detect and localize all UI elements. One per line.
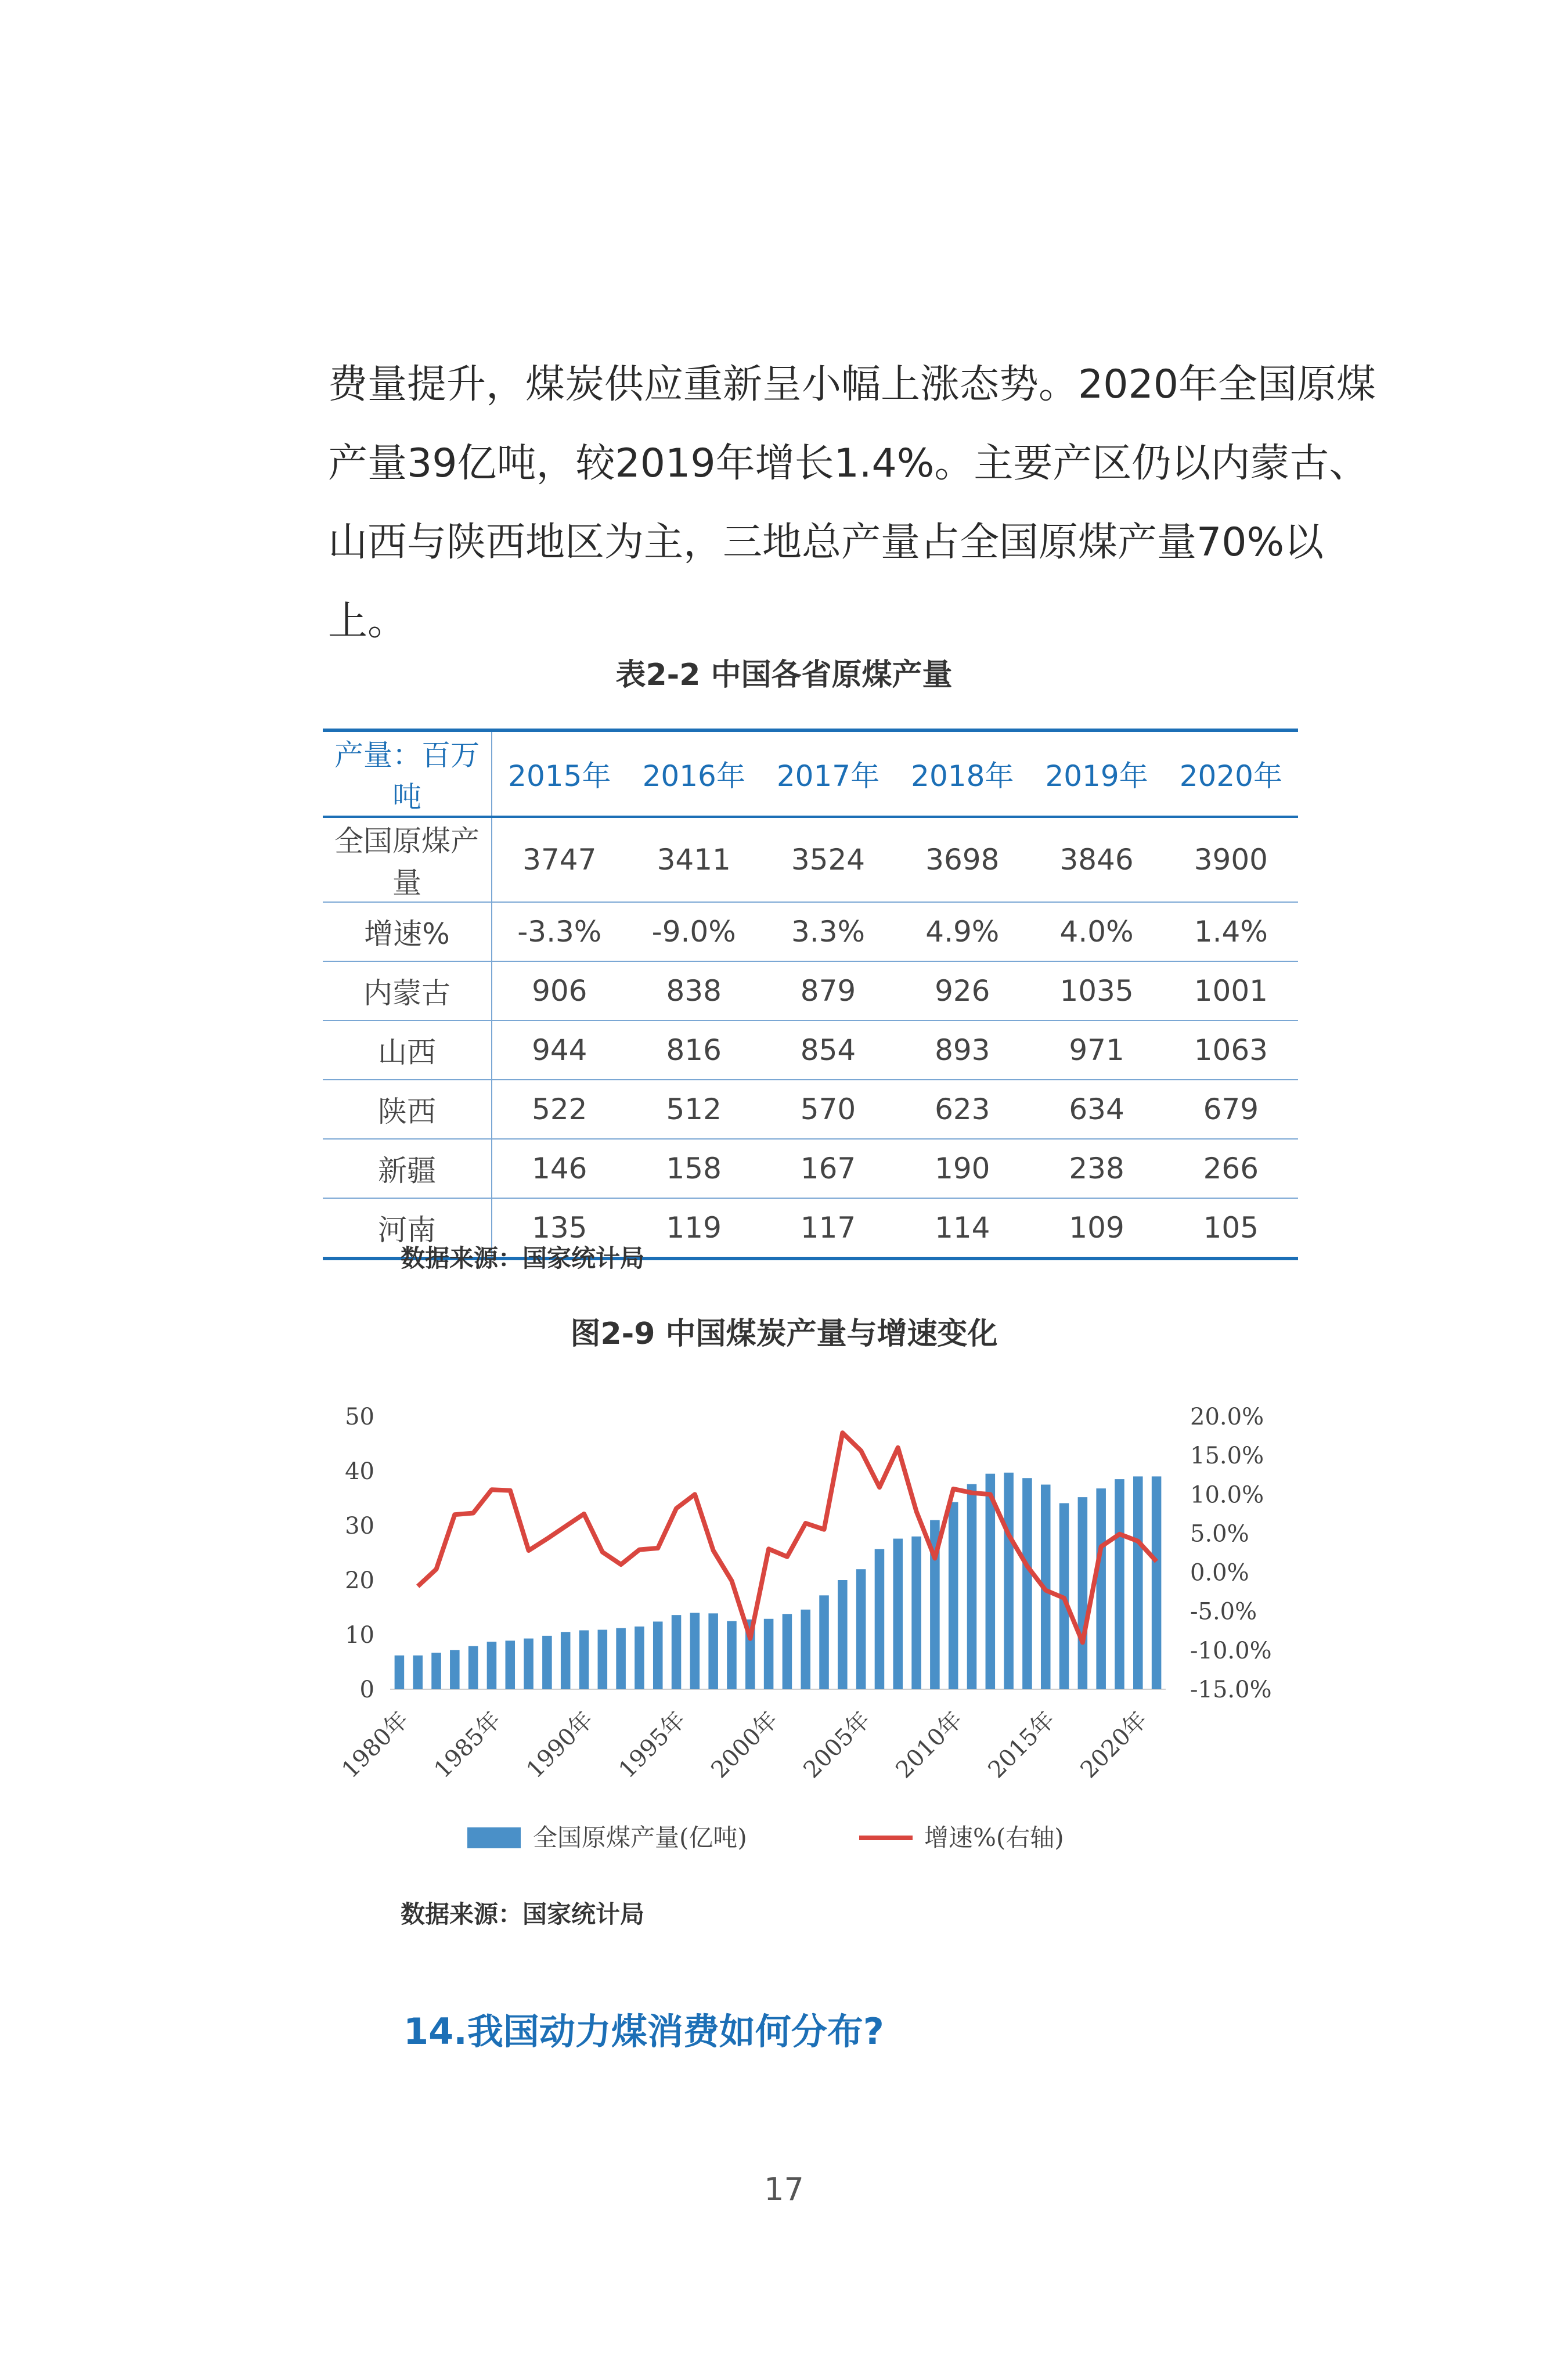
table-cell: 190 [895,1139,1029,1198]
production-bar [893,1539,903,1689]
table-cell: 816 [627,1021,761,1080]
right-axis-tick-label: 20.0% [1190,1404,1264,1430]
table-cell: 522 [492,1080,627,1139]
production-bar [708,1613,718,1689]
figure-source-note: 数据来源：国家统计局 [401,1900,645,1928]
x-axis-tick-label: 1980年 [337,1706,414,1784]
production-bar [838,1580,848,1689]
production-bar [468,1646,478,1689]
table-cell: 971 [1029,1021,1163,1080]
left-axis-tick-label: 50 [345,1404,374,1430]
left-axis-tick-label: 10 [345,1622,374,1649]
production-bar [1004,1473,1014,1689]
right-axis-tick-label: -15.0% [1190,1676,1272,1703]
production-bar [487,1642,497,1689]
table-cell: 238 [1029,1139,1163,1198]
right-axis-tick-label: -10.0% [1190,1637,1272,1664]
row-label: 陕西 [323,1080,492,1139]
table-cell: 4.0% [1029,902,1163,961]
paragraph-line: 费量提升，煤炭供应重新呈小幅上涨态势。2020年全国原煤 [328,362,1376,408]
paragraph-line: 山西与陕西地区为主，三地总产量占全国原煤产量70%以 [328,520,1324,565]
table-cell: 167 [761,1139,895,1198]
table-caption: 表2-2 中国各省原煤产量 [615,658,953,693]
column-header: 2019年 [1029,730,1163,817]
production-bar [672,1615,682,1689]
table-cell: 944 [492,1021,627,1080]
table-cell: 3.3% [761,902,895,961]
table-cell: 3846 [1029,817,1163,902]
column-header: 2018年 [895,730,1029,817]
column-header: 2016年 [627,730,761,817]
table-cell: 1035 [1029,961,1163,1021]
table-cell: 266 [1164,1139,1298,1198]
table-cell: 634 [1029,1080,1163,1139]
table-cell: 893 [895,1021,1029,1080]
row-label: 增速% [323,902,492,961]
table-cell: 3747 [492,817,627,902]
x-axis-tick-label: 2015年 [983,1706,1061,1784]
table-cell: 906 [492,961,627,1021]
table-cell: 679 [1164,1080,1298,1139]
production-bar [635,1627,644,1689]
table-cell: 3900 [1164,817,1298,902]
production-bar [875,1549,885,1689]
table-cell: 3524 [761,817,895,902]
table-cell: 3411 [627,817,761,902]
table-cell: 570 [761,1080,895,1139]
right-axis-tick-label: -5.0% [1190,1598,1257,1625]
row-label: 内蒙古 [323,961,492,1021]
page-number: 17 [764,2171,804,2208]
paragraph-line: 产量39亿吨，较2019年增长1.4%。主要产区仍以内蒙古、 [328,441,1369,486]
table-cell: -3.3% [492,902,627,961]
production-bar [856,1569,866,1689]
table-cell: 512 [627,1080,761,1139]
table-cell: 105 [1164,1198,1298,1259]
table-source-note: 数据来源：国家统计局 [401,1244,645,1272]
production-bar [1078,1497,1088,1689]
production-bar [1115,1479,1124,1689]
table-cell: 838 [627,961,761,1021]
x-axis-tick-label: 1995年 [614,1706,691,1784]
production-bar [653,1621,663,1689]
table-cell: 135 [492,1198,627,1259]
x-axis-tick-label: 1990年 [521,1706,599,1784]
legend-swatch-production [467,1827,521,1848]
table-cell: -9.0% [627,902,761,961]
left-axis-tick-label: 20 [345,1567,374,1594]
production-bar [1096,1488,1106,1689]
left-axis-tick-label: 0 [359,1676,374,1703]
row-label: 全国原煤产量 [323,817,492,902]
table-cell: 926 [895,961,1029,1021]
column-header: 2017年 [761,730,895,817]
table-cell: 114 [895,1198,1029,1259]
production-bar [395,1656,405,1689]
production-bar [764,1619,774,1689]
table-cell: 3698 [895,817,1029,902]
production-bar [727,1621,737,1690]
table-cell: 109 [1029,1198,1163,1259]
column-header: 2020年 [1164,730,1298,817]
paragraph-line: 上。 [328,598,408,644]
production-bar [616,1628,626,1689]
production-bar [819,1595,829,1689]
table-cell: 158 [627,1139,761,1198]
table-cell: 854 [761,1021,895,1080]
production-bar [801,1610,810,1689]
table-cell: 623 [895,1080,1029,1139]
figure-caption: 图2-9 中国煤炭产量与增速变化 [570,1317,998,1351]
x-axis-tick-label: 2000年 [706,1706,784,1784]
row-label: 山西 [323,1021,492,1080]
production-bar [431,1653,441,1689]
table-cell: 146 [492,1139,627,1198]
x-axis-tick-label: 2005年 [798,1706,876,1784]
production-bar [413,1656,423,1689]
production-bar [1022,1478,1032,1689]
right-axis-tick-label: 15.0% [1190,1443,1264,1470]
right-axis-tick-label: 0.0% [1190,1559,1249,1586]
right-axis-tick-label: 10.0% [1190,1481,1264,1509]
row-label: 新疆 [323,1139,492,1198]
left-axis-tick-label: 40 [345,1458,374,1485]
production-bar [542,1636,552,1689]
production-bar [505,1640,515,1689]
production-bar [949,1502,958,1689]
production-bar [579,1630,589,1689]
section-title: 14.我国动力煤消费如何分布? [403,2010,884,2053]
production-bar [911,1537,921,1689]
production-bar [1133,1476,1143,1689]
production-bar [783,1614,792,1689]
column-header: 产量：百万吨 [323,730,492,817]
production-bar [450,1650,460,1689]
table-cell: 119 [627,1198,761,1259]
table-cell: 1063 [1164,1021,1298,1080]
right-axis-tick-label: 5.0% [1190,1520,1249,1548]
table-cell: 1001 [1164,961,1298,1021]
left-axis-tick-label: 30 [345,1513,374,1539]
production-bar [561,1632,571,1689]
table-cell: 117 [761,1198,895,1259]
x-axis-tick-label: 1985年 [429,1706,507,1784]
table-cell: 879 [761,961,895,1021]
x-axis-tick-label: 2010年 [891,1706,968,1784]
row-label: 河南 [323,1198,492,1259]
production-bar [524,1639,534,1689]
legend-label-growth: 增速%(右轴) [924,1823,1064,1852]
production-bar [598,1630,608,1689]
column-header: 2015年 [492,730,627,817]
legend-label-production: 全国原煤产量(亿吨) [533,1823,747,1852]
table-cell: 1.4% [1164,902,1298,961]
x-axis-tick-label: 2020年 [1075,1706,1153,1784]
production-bar [690,1613,700,1689]
production-bar [1152,1476,1162,1689]
table-cell: 4.9% [895,902,1029,961]
production-bar [967,1484,977,1689]
